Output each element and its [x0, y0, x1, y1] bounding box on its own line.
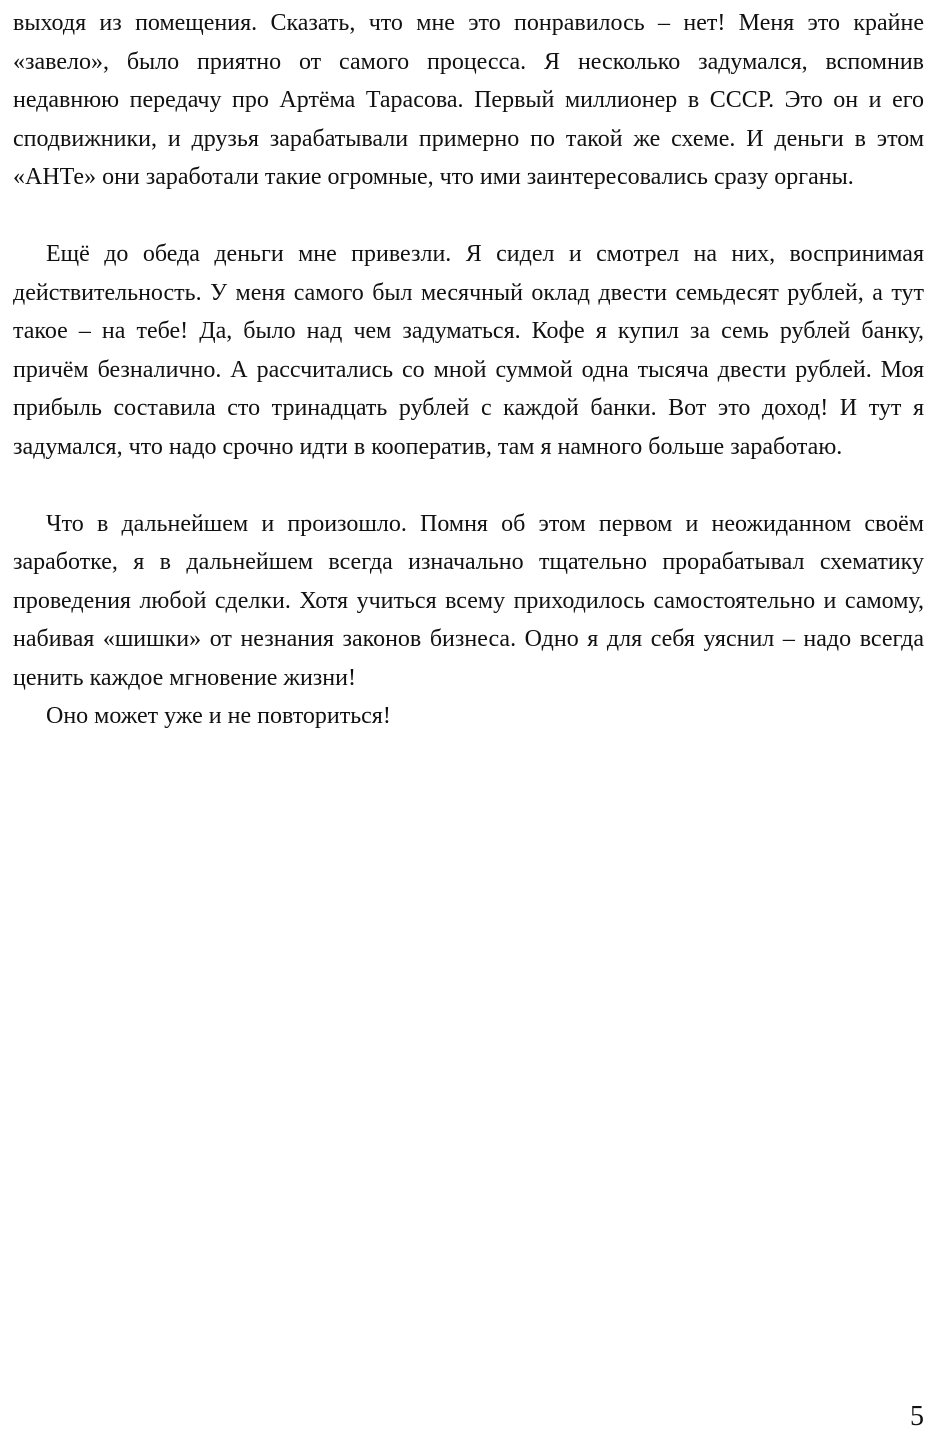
paragraph-gap — [13, 466, 924, 505]
paragraph-4: Оно может уже и не повториться! — [46, 703, 391, 729]
paragraph-3: Что в дальнейшем и произошло. Помня об этом первом и неожиданном своём заработке, я в дальнейшем всегда изначально тщательно прорабатывал схематику проведения любой сделки. Хотя учиться всему приходилось самостоятельно и самому, набивая «шишки» от незнания законов бизнеса. Одно я для себя уяснил – надо всегда ценить каждое мгновение жизни! — [13, 510, 924, 691]
page-number: 5 — [910, 1401, 924, 1432]
paragraph-2: Ещё до обеда деньги мне привезли. Я сидел и смотрел на них, воспринимая действительность. У меня самого был месячный оклад двести семьдесят рублей, а тут такое – на тебе! Да, было над чем задуматься. Кофе я купил за семь рублей банку, причём безналично. А рассчитались со мной суммой одна тысяча двести рублей. Моя прибыль составила сто тринадцать рублей с каждой банки. Вот это доход! И тут я задумался, что надо срочно идти в кооператив, там я намного больше заработаю. — [13, 241, 924, 460]
page-body — [13, 4, 924, 736]
paragraph-1: выходя из помещения. Сказать, что мне это понравилось – нет! Меня это крайне «завело», было приятно от самого процесса. Я несколько задумался, вспомнив недавнюю передачу про Артёма Тарасова. Первый миллионер в СССР. Это он и его сподвижники, и друзья зарабатывали примерно по такой же схеме. И деньги в этом «АНТе» они заработали такие огромные, что ими заинтересовались сразу органы. — [13, 10, 924, 190]
paragraph-gap — [13, 197, 924, 236]
